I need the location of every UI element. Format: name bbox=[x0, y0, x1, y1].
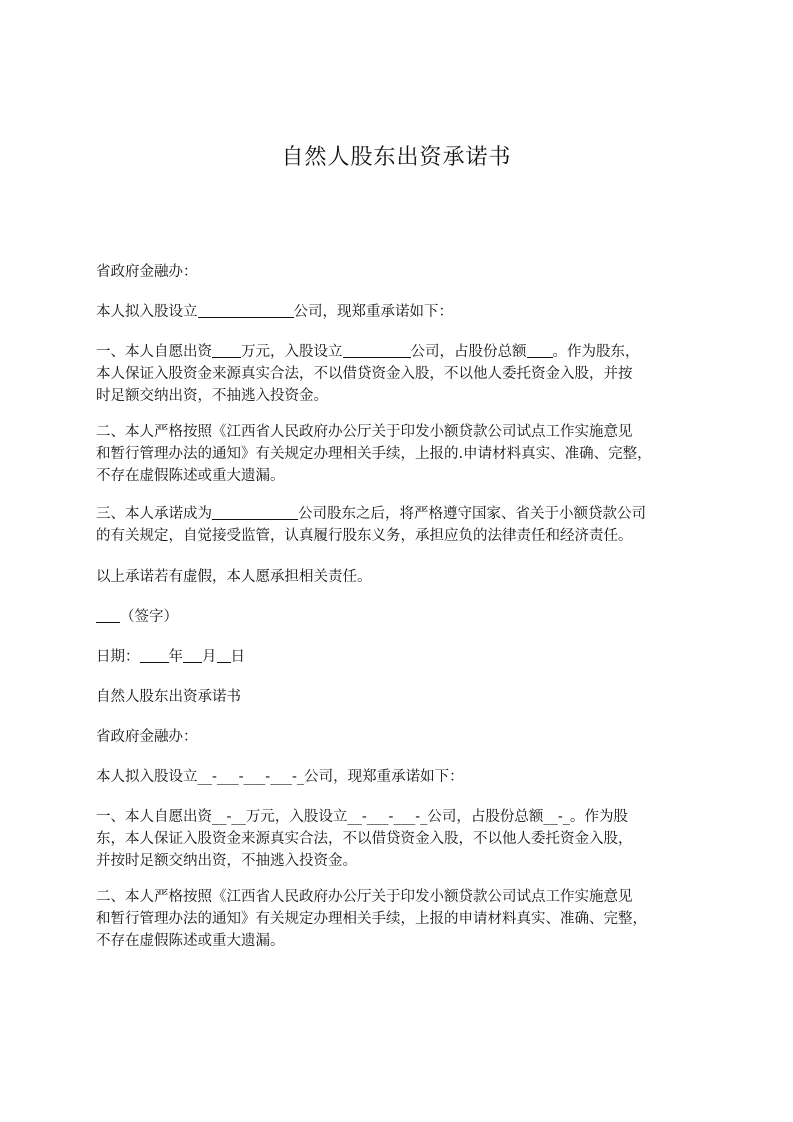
share-blank bbox=[527, 342, 553, 358]
company-name-blank bbox=[198, 302, 294, 318]
intro-paragraph bbox=[96, 301, 706, 323]
document-title: 自然人股东出资承诺书 bbox=[281, 145, 512, 170]
capital-amount-blank bbox=[212, 342, 241, 358]
item-3-line-1: 三、本人承诺成为 公司股东之后，将严格遵守国家、省关于小额贷款公司 bbox=[96, 506, 646, 522]
repeat-intro: 本人拟入股设立__-___-___-___-_公司，现郑重承诺如下： bbox=[96, 769, 464, 785]
item-1-paragraph bbox=[96, 341, 706, 407]
company-blank-2 bbox=[212, 504, 298, 520]
item-2-line-1: 二、本人严格按照《江西省人民政府办公厅关于印发小额贷款公司试点工作实施意见 bbox=[96, 424, 633, 440]
closing-statement: 以上承诺若有虚假，本人愿承担相关责任。 bbox=[96, 569, 372, 585]
signature-line: （签字） bbox=[96, 606, 706, 628]
month-blank bbox=[183, 647, 202, 663]
repeat-item-2-paragraph bbox=[96, 886, 706, 952]
repeat-item-2-line-1: 二、本人严格按照《江西省人民政府办公厅关于印发小额贷款公司试点工作实施意见 bbox=[96, 889, 633, 905]
item-2-line-3: 不存在虚假陈述或重大遗漏。 bbox=[96, 468, 285, 484]
item-3-paragraph bbox=[96, 503, 706, 547]
intro-pre: 本人拟入股设立 bbox=[96, 304, 198, 320]
company-blank bbox=[343, 342, 411, 358]
day-blank bbox=[217, 647, 231, 663]
repeat-item-1-line-2: 东，本人保证入股资金来源真实合法，不以借贷资金入股，不以他人委托资金入股， bbox=[96, 831, 633, 847]
item-2-line-2: 和暂行管理办法的通知》有关规定办理相关手续，上报的.申请材料真实、准确、完整， bbox=[96, 446, 652, 462]
date-line: 日期： 年 月 日 bbox=[96, 649, 245, 665]
intro-post: 公司，现郑重承诺如下： bbox=[293, 304, 453, 320]
item-1-line-3: 时足额交纳出资，不抽逃入投资金。 bbox=[96, 388, 328, 404]
item-2-paragraph bbox=[96, 421, 706, 487]
item-3-line-2: 的有关规定，自觉接受监管，认真履行股东义务，承担应负的法律责任和经济责任。 bbox=[96, 528, 633, 544]
year-blank bbox=[140, 647, 169, 663]
repeat-item-1-line-1: 一、本人自愿出资__-__万元，入股设立__-___-___-_公司，占股份总额__-_。作为股 bbox=[96, 809, 628, 825]
repeat-item-2-line-2: 和暂行管理办法的通知》有关规定办理相关手续，上报的申请材料真实、准确、完整， bbox=[96, 911, 647, 927]
repeat-title: 自然人股东出资承诺书 bbox=[96, 689, 241, 705]
repeat-item-1-paragraph bbox=[96, 806, 706, 872]
repeat-item-1-line-3: 并按时足额交纳出资，不抽逃入投资金。 bbox=[96, 853, 357, 869]
addressee: 省政府金融办： bbox=[96, 264, 198, 280]
item-1-line-1: 一、本人自愿出资 万元，入股设立 公司，占股份总额 。作为股东， bbox=[96, 344, 640, 360]
signature-blank bbox=[96, 607, 120, 623]
repeat-item-2-line-3: 不存在虚假陈述或重大遗漏。 bbox=[96, 933, 285, 949]
repeat-addressee: 省政府金融办： bbox=[96, 729, 198, 745]
item-1-line-2: 本人保证入股资金来源真实合法，不以借贷资金入股，不以他人委托资金入股，并按 bbox=[96, 366, 633, 382]
